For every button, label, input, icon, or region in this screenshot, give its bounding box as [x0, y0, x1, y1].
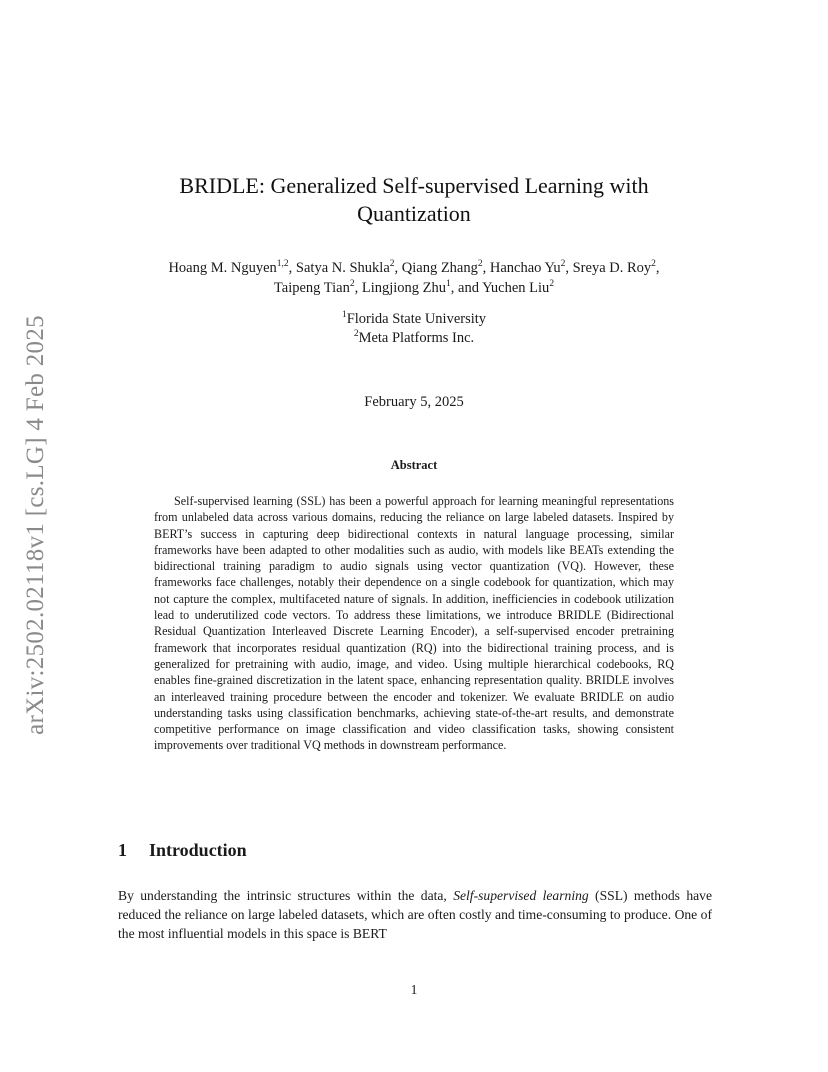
- section-number: 1: [118, 840, 127, 860]
- author-affiliation: 2: [477, 259, 483, 269]
- author-name: Yuchen Liu: [482, 280, 550, 296]
- page-number: 1: [410, 982, 418, 997]
- intro-paragraph: [118, 886, 712, 944]
- author-affiliation: 1: [446, 279, 451, 289]
- author-line-1: Hoang M. Nguyen$^{1,2}$, Satya N. Shukla$^2$, Qiang Zhang$^2$, Hanchao Yu$^2$, Sreya D. Roy$^2$,: [168, 259, 660, 276]
- intro-text-rest: (SSL) methods have reduced the reliance on large labeled datasets, which are often costly and time-consuming to produce. One of the most influential models in this space is BERT: [118, 888, 712, 942]
- author-list: [110, 258, 718, 298]
- author-affiliation: 1,2: [276, 259, 289, 269]
- arxiv-stamp: [14, 295, 58, 755]
- author-name: Sreya D. Roy: [572, 260, 652, 276]
- author-name: Hanchao Yu: [489, 260, 561, 276]
- affiliation-name: Florida State University: [346, 311, 487, 327]
- paper-title: [110, 172, 718, 228]
- affiliation-number: 2: [353, 329, 359, 339]
- author-affiliation: 2: [389, 259, 395, 269]
- author-name: Hoang M. Nguyen: [168, 260, 277, 276]
- author-name: Taipeng Tian: [273, 280, 350, 296]
- publication-date: February 5, 2025: [364, 394, 464, 410]
- author-affiliation: 2: [560, 259, 566, 269]
- intro-emphasis: Self-supervised learning: [453, 888, 589, 903]
- affiliation-name: Meta Platforms Inc.: [358, 330, 475, 346]
- title-line-2: Quantization: [357, 201, 471, 226]
- arxiv-identifier: arXiv:2502.02118v1 [cs.LG] 4 Feb 2025: [22, 315, 49, 735]
- author-name: Satya N. Shukla: [295, 260, 390, 276]
- author-name: Qiang Zhang: [401, 260, 478, 276]
- intro-text-start: By understanding the intrinsic structures within the data,: [118, 888, 454, 903]
- author-affiliation: 2: [549, 279, 555, 289]
- author-line-2: Taipeng Tian$^2$, Lingjiong Zhu$^1$, and Yuchen Liu$^2$: [273, 279, 555, 296]
- author-affiliation: 2: [651, 259, 656, 269]
- abstract-heading: Abstract: [390, 458, 438, 472]
- affiliation-list: [110, 310, 718, 348]
- section-title: Introduction: [149, 840, 247, 860]
- affiliation: [110, 329, 718, 348]
- title-line-1: BRIDLE: Generalized Self-supervised Learning with: [179, 173, 649, 198]
- affiliation: [110, 310, 718, 329]
- author-name: Lingjiong Zhu: [361, 280, 447, 296]
- abstract-text: Self-supervised learning (SSL) has been a powerful approach for learning meaningful representations from unlabeled data across various domains, reducing the reliance on large labeled datasets. Inspired by BERT’s success in capturing deep bidirectional contexts in natural language processing, similar frameworks have been adapted to other modalities such as audio, with models like BEATs extending the bidirectional training paradigm to audio signals using vector quantization (VQ). However, these frameworks face challenges, notably their dependence on a single codebook for quantization, which may not capture the complex, multifaceted nature of signals. In addition, inefficiencies in codebook utilization lead to underutilized code vectors. To address these limitations, we introduce BRIDLE (Bidirectional Residual Quantization Interleaved Discrete Learning Encoder), a self-supervised encoder pretraining framework that incorporates residual quantization (RQ) into the bidirectional training process, and is generalized for pretraining with audio, image, and video. Using multiple hierarchical codebooks, RQ enables fine-grained discretization in the latent space, enhancing representation quality. BRIDLE involves an interleaved training procedure between the encoder and tokenizer. We evaluate BRIDLE on audio understanding tasks using classification benchmarks, achieving state-of-the-art results, and demonstrate competitive performance on image classification and video classification tasks, showing consistent improvements over traditional VQ methods in downstream performance.: [154, 494, 674, 753]
- author-affiliation: 2: [349, 279, 355, 289]
- affiliation-number: 1: [341, 310, 347, 320]
- section-heading: [118, 840, 718, 861]
